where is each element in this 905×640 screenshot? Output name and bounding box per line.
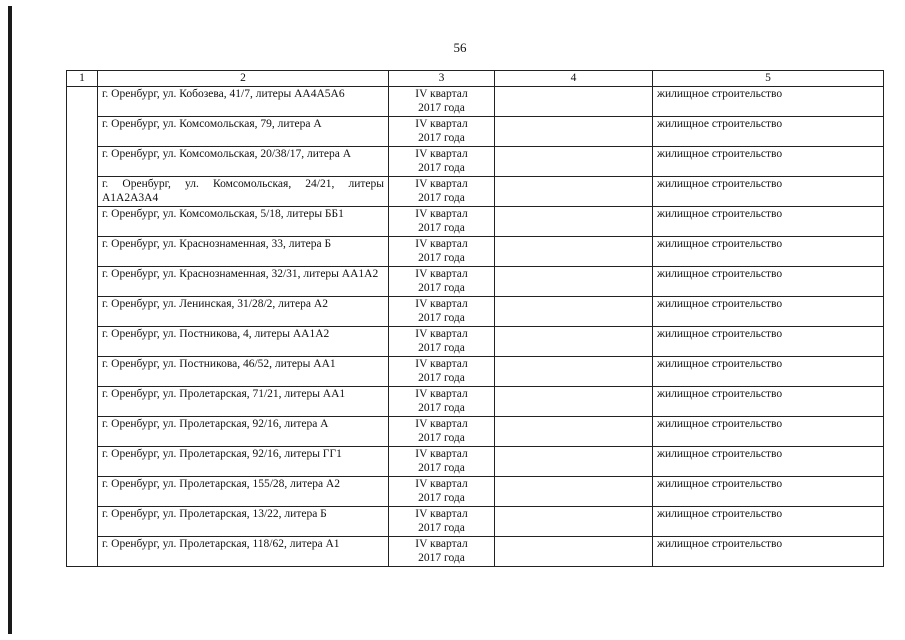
table-row	[67, 447, 884, 477]
period-quarter: IV квартал	[415, 178, 468, 190]
address-cell: г. Оренбург, ул. Комсомольская, 79, литера А	[98, 117, 389, 147]
header-col-3: 3	[389, 71, 495, 87]
purpose-cell: жилищное строительство	[653, 297, 884, 327]
purpose-cell: жилищное строительство	[653, 417, 884, 447]
purpose-cell: жилищное строительство	[653, 447, 884, 477]
column-4-cell	[495, 447, 653, 477]
period-year: 2017 года	[418, 102, 465, 114]
period-quarter: IV квартал	[415, 88, 468, 100]
page-binding-edge	[8, 6, 12, 634]
period-year: 2017 года	[418, 282, 465, 294]
table-row	[67, 327, 884, 357]
period-cell	[389, 507, 495, 537]
period-cell	[389, 177, 495, 207]
column-4-cell	[495, 537, 653, 567]
column-4-cell	[495, 147, 653, 177]
period-year: 2017 года	[418, 372, 465, 384]
column-4-cell	[495, 267, 653, 297]
purpose-cell: жилищное строительство	[653, 237, 884, 267]
period-quarter: IV квартал	[415, 298, 468, 310]
column-4-cell	[495, 87, 653, 117]
period-year: 2017 года	[418, 132, 465, 144]
period-quarter: IV квартал	[415, 478, 468, 490]
column-4-cell	[495, 177, 653, 207]
period-cell	[389, 387, 495, 417]
period-year: 2017 года	[418, 162, 465, 174]
table-row	[67, 117, 884, 147]
period-year: 2017 года	[418, 192, 465, 204]
period-year: 2017 года	[418, 432, 465, 444]
document-table	[66, 70, 884, 567]
period-cell	[389, 237, 495, 267]
period-year: 2017 года	[418, 552, 465, 564]
purpose-cell: жилищное строительство	[653, 267, 884, 297]
period-cell	[389, 147, 495, 177]
period-quarter: IV квартал	[415, 118, 468, 130]
header-col-4: 4	[495, 71, 653, 87]
address-cell: г. Оренбург, ул. Пролетарская, 155/28, литера А2	[98, 477, 389, 507]
table-body	[67, 87, 884, 567]
period-cell	[389, 477, 495, 507]
period-quarter: IV квартал	[415, 418, 468, 430]
period-cell	[389, 267, 495, 297]
period-cell	[389, 327, 495, 357]
table-row	[67, 177, 884, 207]
period-cell	[389, 87, 495, 117]
period-quarter: IV квартал	[415, 208, 468, 220]
period-quarter: IV квартал	[415, 328, 468, 340]
table-row	[67, 357, 884, 387]
table-row	[67, 387, 884, 417]
table-row	[67, 87, 884, 117]
period-quarter: IV квартал	[415, 238, 468, 250]
period-quarter: IV квартал	[415, 268, 468, 280]
period-year: 2017 года	[418, 462, 465, 474]
period-cell	[389, 447, 495, 477]
period-quarter: IV квартал	[415, 358, 468, 370]
address-cell: г. Оренбург, ул. Краснознаменная, 33, литера Б	[98, 237, 389, 267]
column-4-cell	[495, 507, 653, 537]
address-cell: г. Оренбург, ул. Краснознаменная, 32/31, литеры АА1А2	[98, 267, 389, 297]
address-cell: г. Оренбург, ул. Кобозева, 41/7, литеры АА4А5А6	[98, 87, 389, 117]
table-row	[67, 297, 884, 327]
period-quarter: IV квартал	[415, 508, 468, 520]
period-cell	[389, 417, 495, 447]
table-row	[67, 477, 884, 507]
address-cell: г. Оренбург, ул. Пролетарская, 118/62, литера А1	[98, 537, 389, 567]
address-cell: г. Оренбург, ул. Постникова, 4, литеры АА1А2	[98, 327, 389, 357]
purpose-cell: жилищное строительство	[653, 357, 884, 387]
purpose-cell: жилищное строительство	[653, 117, 884, 147]
column-4-cell	[495, 327, 653, 357]
period-cell	[389, 207, 495, 237]
period-year: 2017 года	[418, 492, 465, 504]
table-row	[67, 207, 884, 237]
address-cell: г. Оренбург, ул. Пролетарская, 71/21, литеры АА1	[98, 387, 389, 417]
purpose-cell: жилищное строительство	[653, 147, 884, 177]
header-col-1: 1	[67, 71, 98, 87]
purpose-cell: жилищное строительство	[653, 177, 884, 207]
period-quarter: IV квартал	[415, 388, 468, 400]
address-cell: г. Оренбург, ул. Комсомольская, 5/18, литеры ББ1	[98, 207, 389, 237]
column-4-cell	[495, 237, 653, 267]
period-year: 2017 года	[418, 222, 465, 234]
table-header-row	[67, 71, 884, 87]
column-4-cell	[495, 477, 653, 507]
purpose-cell: жилищное строительство	[653, 327, 884, 357]
period-cell	[389, 297, 495, 327]
page-number: 56	[453, 40, 467, 55]
table-row	[67, 267, 884, 297]
period-year: 2017 года	[418, 402, 465, 414]
period-year: 2017 года	[418, 312, 465, 324]
purpose-cell: жилищное строительство	[653, 387, 884, 417]
address-cell: г. Оренбург, ул. Ленинская, 31/28/2, литера А2	[98, 297, 389, 327]
header-col-2: 2	[98, 71, 389, 87]
period-year: 2017 года	[418, 252, 465, 264]
address-cell: г. Оренбург, ул. Пролетарская, 92/16, литера А	[98, 417, 389, 447]
period-quarter: IV квартал	[415, 538, 468, 550]
purpose-cell: жилищное строительство	[653, 477, 884, 507]
purpose-cell: жилищное строительство	[653, 87, 884, 117]
period-year: 2017 года	[418, 522, 465, 534]
column-4-cell	[495, 117, 653, 147]
header-col-5: 5	[653, 71, 884, 87]
column-4-cell	[495, 297, 653, 327]
address-cell: г. Оренбург, ул. Постникова, 46/52, литеры АА1	[98, 357, 389, 387]
purpose-cell: жилищное строительство	[653, 207, 884, 237]
period-cell	[389, 117, 495, 147]
row-group-index-cell	[67, 87, 98, 567]
column-4-cell	[495, 207, 653, 237]
period-quarter: IV квартал	[415, 148, 468, 160]
address-cell: г. Оренбург, ул. Комсомольская, 24/21, литеры А1А2А3А4	[98, 177, 389, 207]
period-cell	[389, 537, 495, 567]
column-4-cell	[495, 387, 653, 417]
table-row	[67, 237, 884, 267]
period-quarter: IV квартал	[415, 448, 468, 460]
address-cell: г. Оренбург, ул. Пролетарская, 13/22, литера Б	[98, 507, 389, 537]
table-row	[67, 147, 884, 177]
purpose-cell: жилищное строительство	[653, 507, 884, 537]
address-cell: г. Оренбург, ул. Пролетарская, 92/16, литеры ГГ1	[98, 447, 389, 477]
address-cell: г. Оренбург, ул. Комсомольская, 20/38/17, литера А	[98, 147, 389, 177]
table-row	[67, 417, 884, 447]
table-row	[67, 537, 884, 567]
purpose-cell: жилищное строительство	[653, 537, 884, 567]
period-year: 2017 года	[418, 342, 465, 354]
column-4-cell	[495, 417, 653, 447]
period-cell	[389, 357, 495, 387]
table-row	[67, 507, 884, 537]
column-4-cell	[495, 357, 653, 387]
